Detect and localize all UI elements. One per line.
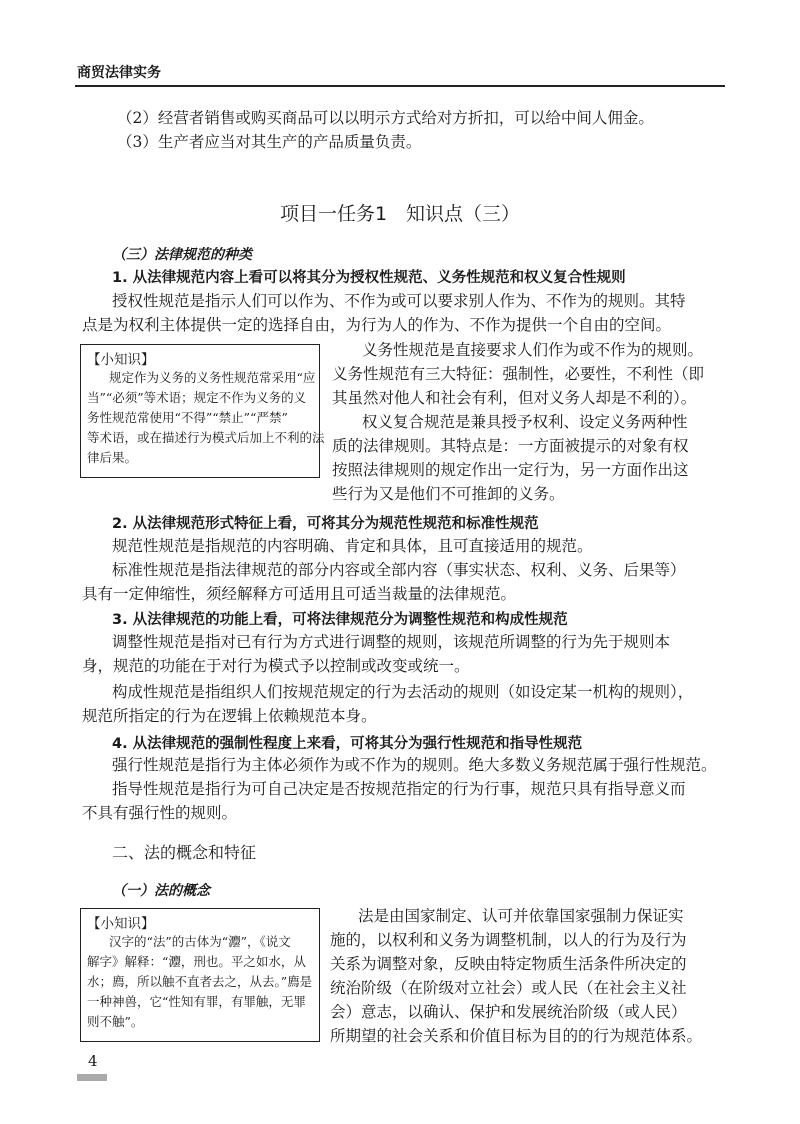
point-heading: 1. 从法律规范内容上看可以将其分为授权性规范、义务性规范和权义复合性规则 (112, 270, 626, 286)
paragraph-line: 构成性规范是指组织人们按规范规定的行为去活动的规则（如设定某一机构的规则）， (112, 683, 694, 701)
paragraph-line: 权义复合规范是兼具授予权利、设定义务两种性 (362, 413, 688, 431)
paragraph-line: 施的，以权利和义务为调整机制，以人的行为及行为 (330, 931, 687, 949)
tip-line: 当”“必须”等术语；规定不作为义务的义 (87, 390, 307, 405)
paragraph-line: 调整性规范是指对已有行为方式进行调整的规则，该规范所调整的行为先于规则本 (112, 633, 671, 651)
header-divider (75, 85, 725, 87)
tip-box-title: 【小知识】 (87, 352, 155, 368)
running-header: 商贸法律实务 (77, 65, 161, 81)
tip-line: 规定作为义务的义务性规范常采用“应 (109, 370, 316, 385)
paragraph-line: 所期望的社会关系和价值目标为目的的行为规范体系。 (330, 1027, 703, 1045)
point-heading: 2. 从法律规范形式特征上看，可将其分为规范性规范和标准性规范 (112, 516, 539, 532)
tip-line: 一种神兽，它“性知有罪，有罪触，无罪 (87, 994, 306, 1009)
section-heading: 二、法的概念和特征 (112, 843, 257, 862)
tip-line: 汉字的“法”的古体为“灋”，《说文 (109, 934, 291, 949)
paragraph-line: 关系为调整对象，反映由特定物质生活条件所决定的 (330, 955, 687, 973)
paragraph-line: 规范性规范是指规范的内容明确、肯定和具体，且可直接适用的规范。 (112, 537, 593, 555)
intro-line: （2）经营者销售或购买商品可以以明示方式给对方折扣，可以给中间人佣金。 (117, 109, 654, 127)
paragraph-line: 义务性规范有三大特征：强制性，必要性，不利性（即 (332, 365, 705, 383)
paragraph-line: 标准性规范是指法律规范的部分内容或全部内容（事实状态、权利、义务、后果等） (112, 561, 686, 579)
paragraph-line: 其虽然对他人和社会有利，但对义务人却是不利的）。 (332, 389, 697, 407)
paragraph-line: 会）意志，以确认、保护和发展统治阶级（或人民） (330, 1003, 687, 1021)
paragraph-line: 身，规范的功能在于对行为模式予以控制或改变或统一。 (82, 657, 470, 675)
page-number-bar (77, 1074, 107, 1081)
tip-line: 水；廌，所以触不直者去之，从去。”廌是 (87, 974, 313, 989)
tip-line: 等术语，或在描述行为模式后加上不利的法 (87, 430, 325, 445)
tip-box-title: 【小知识】 (87, 916, 155, 932)
paragraph-line: 法是由国家制定、认可并依靠国家强制力保证实 (358, 907, 684, 925)
paragraph-line: 按照法律规则的规定作出一定行为，另一方面作出这 (332, 461, 689, 479)
paragraph-line: 强行性规范是指行为主体必须作为或不作为的规则。绝大多数义务规范属于强行性规范。 (112, 756, 717, 774)
intro-line: （3）生产者应当对其生产的产品质量负责。 (117, 133, 422, 151)
paragraph-line: 不具有强行性的规则。 (82, 804, 238, 822)
tip-box (80, 908, 320, 1042)
paragraph-line: 些行为又是他们不可推卸的义务。 (332, 485, 565, 503)
page-number: 4 (88, 1052, 98, 1070)
point-heading: 3. 从法律规范的功能上看，可将法律规范分为调整性规范和构成性规范 (112, 612, 568, 628)
paragraph-line: 规范所指定的行为在逻辑上依赖规范本身。 (82, 707, 377, 725)
tip-line: 解字》解释：“灋，刑也。平之如水，从 (87, 954, 306, 969)
section-title: 项目一任务1 知识点（三） (279, 203, 521, 225)
sub-heading: （一）法的概念 (112, 883, 210, 899)
tip-line: 务性规范常使用“不得”“禁止”“严禁” (87, 410, 288, 425)
tip-line: 律后果。 (87, 450, 138, 465)
point-heading: 4. 从法律规范的强制性程度上来看，可将其分为强行性规范和指导性规范 (112, 736, 583, 752)
paragraph-line: 具有一定伸缩性，须经解释方可适用且可适当裁量的法律规范。 (82, 585, 517, 603)
paragraph-line: 质的法律规则。其特点是：一方面被提示的对象有权 (332, 437, 689, 455)
tip-line: 则不触”。 (87, 1014, 144, 1029)
paragraph-line: 点是为权利主体提供一定的选择自由，为行为人的作为、不作为提供一个自由的空间。 (82, 316, 672, 334)
paragraph-line: 统治阶级（在阶级对立社会）或人民（在社会主义社 (330, 979, 687, 997)
paragraph-line: 义务性规范是直接要求人们作为或不作为的规则。 (362, 341, 704, 359)
tip-box (80, 344, 325, 478)
sub-heading: （三）法律规范的种类 (112, 247, 252, 263)
paragraph-line: 指导性规范是指行为可自己决定是否按规范指定的行为行事，规范只具有指导意义而 (112, 780, 686, 798)
paragraph-line: 授权性规范是指示人们可以作为、不作为或可以要求别人作为、不作为的规则。其特 (112, 292, 686, 310)
